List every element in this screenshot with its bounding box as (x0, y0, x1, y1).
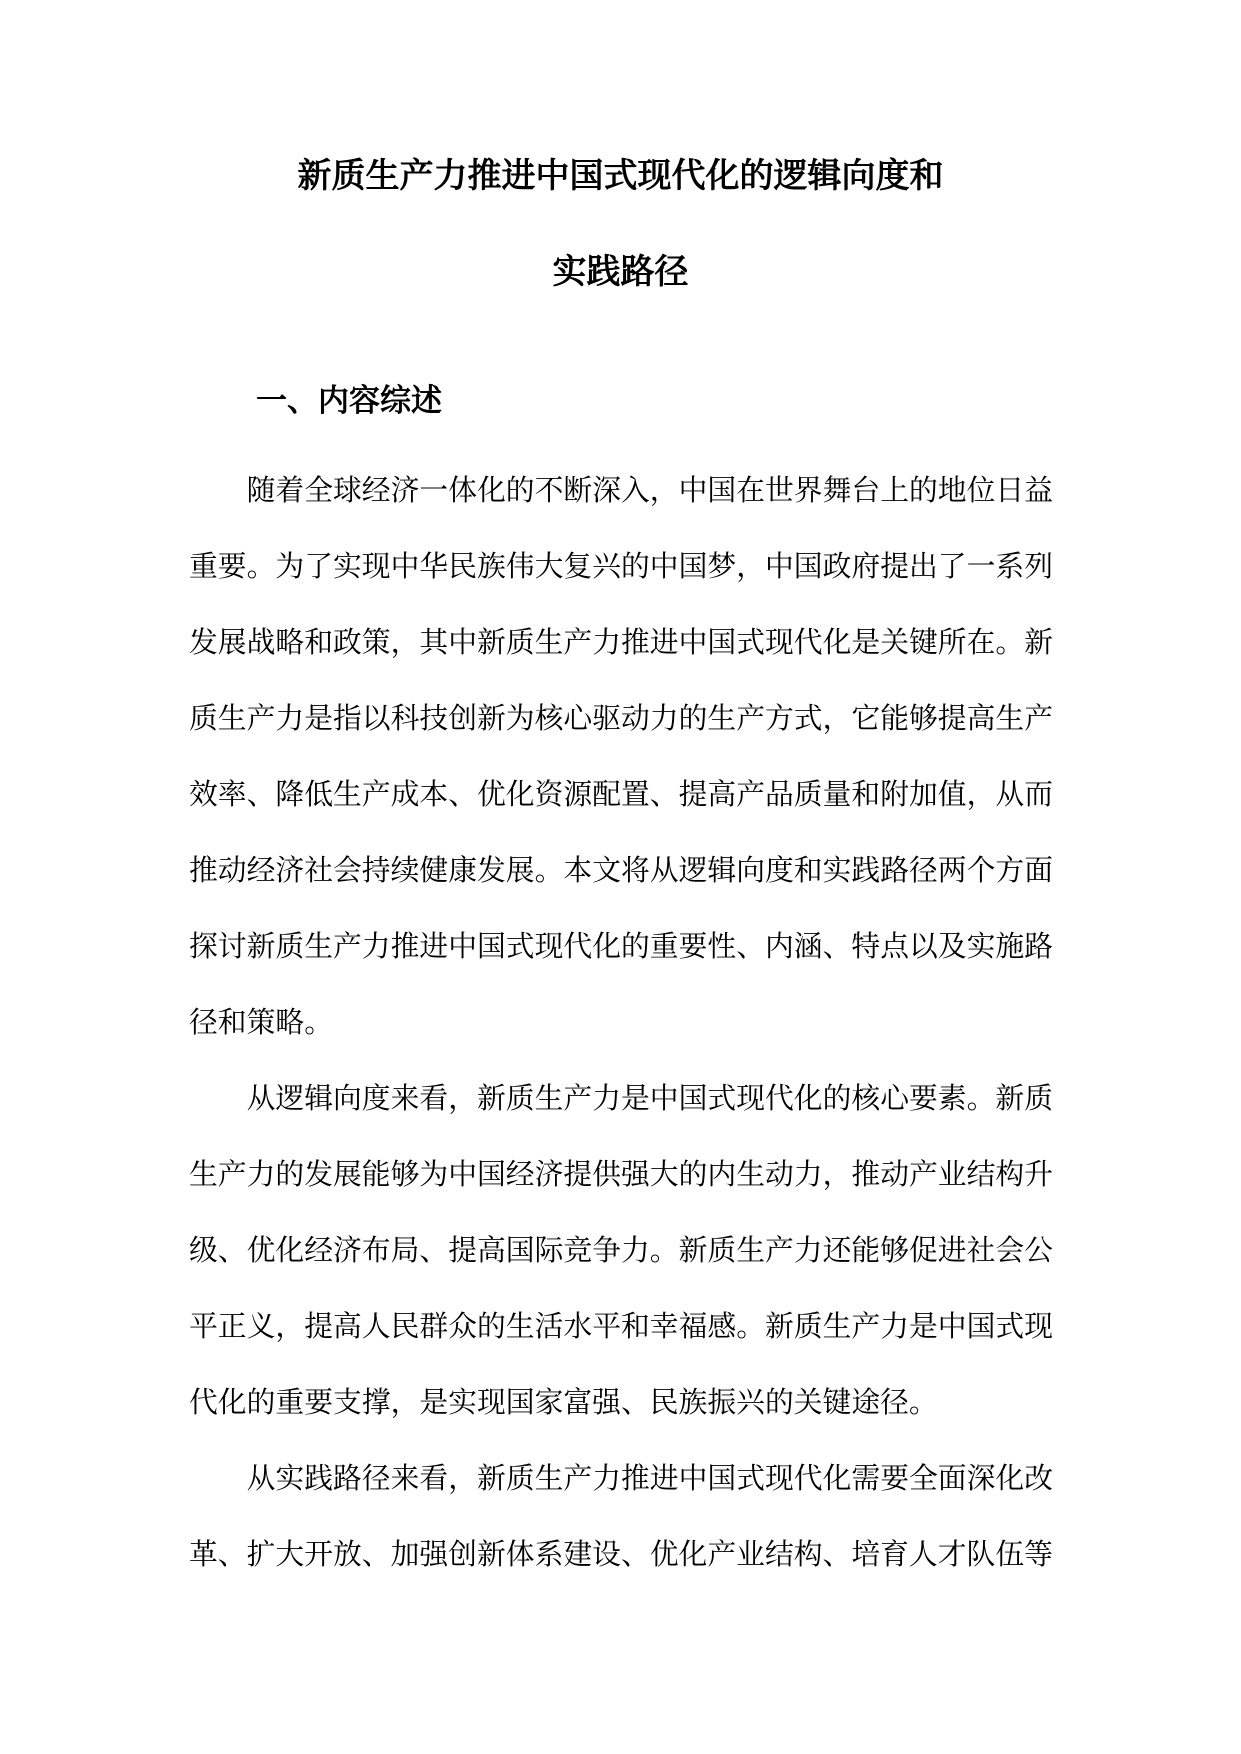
section-heading: 一、内容综述 (256, 383, 442, 419)
paragraph-2: 从逻辑向度来看，新质生产力是中国式现代化的核心要素。新质生产力的发展能够为中国经济提供强大的内生动力，推动产业结构升级、优化经济布局、提高国际竞争力。新质生产力还能够促进社会公平正义，提高人民群众的生活水平和幸福感。新质生产力是中国式现代化的重要支撑，是实现国家富强、民族振兴的关键途径。 (189, 1081, 1053, 1419)
paragraph-1: 随着全球经济一体化的不断深入，中国在世界舞台上的地位日益重要。为了实现中华民族伟大复兴的中国梦，中国政府提出了一系列发展战略和政策，其中新质生产力推进中国式现代化是关键所在。新质生产力是指以科技创新为核心驱动力的生产方式，它能够提高生产效率、降低生产成本、优化资源配置、提高产品质量和附加值，从而推动经济社会持续健康发展。本文将从逻辑向度和实践路径两个方面探讨新质生产力推进中国式现代化的重要性、内涵、特点以及实施路径和策略。 (189, 473, 1053, 1039)
document-title-line-1: 新质生产力推进中国式现代化的逻辑向度和 (297, 156, 944, 196)
paragraph-3: 从实践路径来看，新质生产力推进中国式现代化需要全面深化改革、扩大开放、加强创新体系建设、优化产业结构、培育人才队伍等 (189, 1461, 1053, 1571)
document-title-line-2: 实践路径 (552, 252, 689, 292)
